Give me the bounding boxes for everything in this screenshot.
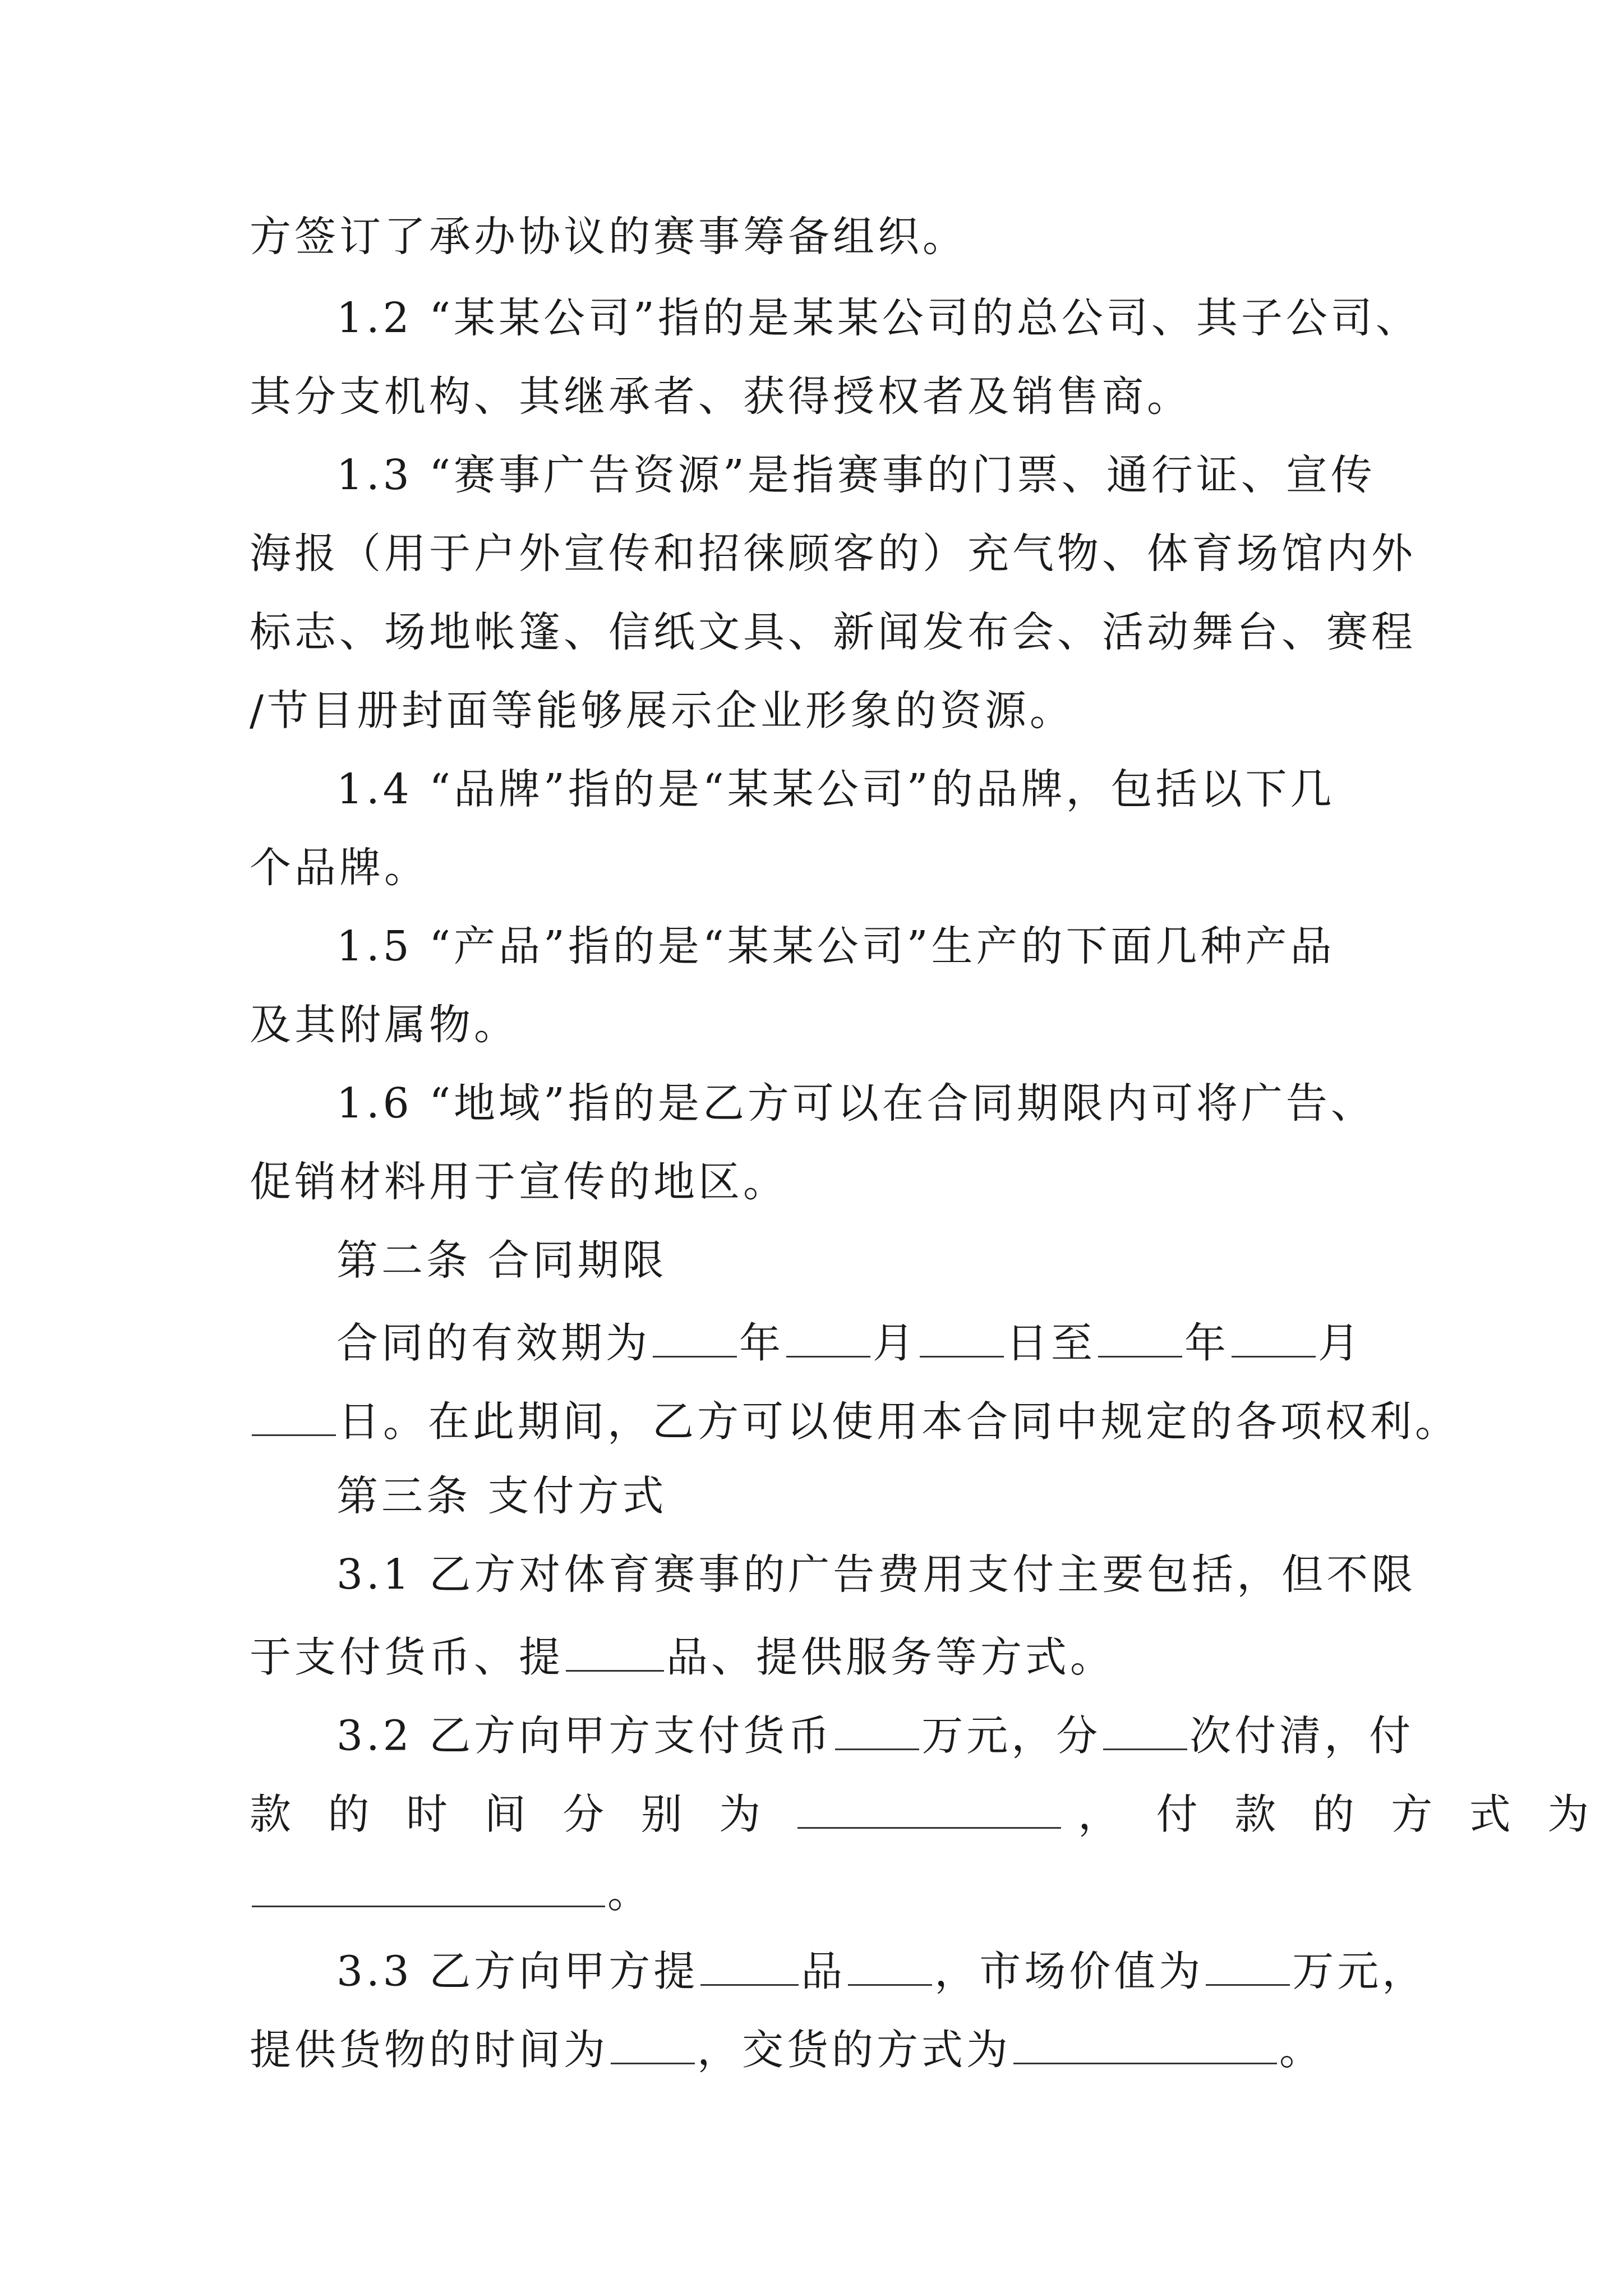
blank-field[interactable] [797, 1789, 1061, 1829]
blank-field[interactable] [566, 1632, 664, 1672]
clause-3-1: 3.1 乙方对体育赛事的广告费用支付主要包括，但不限 [336, 1550, 1417, 1599]
paragraph-line: /节目册封面等能够展示企业形象的资源。 [250, 687, 1075, 735]
clause-3-1-line-2 [250, 1632, 1115, 1682]
blank-field[interactable] [835, 1711, 919, 1750]
blank-field[interactable] [1206, 1947, 1290, 1986]
paragraph-line: 个品牌。 [250, 844, 429, 892]
term-text: 年 [1184, 1319, 1229, 1368]
clause-text: 3.2 乙方向甲方支付货币 [336, 1711, 833, 1760]
paragraph-line: 其分支机构、其继承者、获得授权者及销售商。 [250, 372, 1192, 421]
clause-1-3: 1.3 “赛事广告资源”是指赛事的门票、通行证、宣传 [336, 451, 1376, 499]
term-text: 日。在此期间，乙方可以使用本合同中规定的各项权利。 [338, 1397, 1460, 1446]
clause-text: ，交货的方式为 [697, 2026, 1011, 2074]
term-text: 日至 [1006, 1319, 1096, 1368]
clause-text: 品 [801, 1947, 846, 1996]
blank-field[interactable] [252, 1397, 336, 1436]
clause-1-6: 1.6 “地域”指的是乙方可以在合同期限内可将广告、 [336, 1079, 1376, 1128]
paragraph-line: 方签订了承办协议的赛事筹备组织。 [250, 213, 967, 261]
clause-text: ，市场价值为 [934, 1947, 1204, 1996]
term-text: 合同的有效期为 [336, 1319, 651, 1368]
clause-text: 。 [1279, 2026, 1324, 2074]
clause-3-3-line-2 [250, 2025, 1324, 2074]
term-text: 年 [739, 1319, 784, 1368]
clause-text: 品、提供服务等方式。 [666, 1633, 1115, 1682]
clause-3-2-line-2 [250, 1789, 1593, 1839]
article-3-heading: 第三条 支付方式 [336, 1472, 667, 1520]
clause-text: 3.3 乙方向甲方提 [336, 1947, 699, 1996]
blank-field[interactable] [653, 1318, 737, 1358]
blank-field[interactable] [1098, 1318, 1182, 1358]
clause-1-4: 1.4 “品牌”指的是“某某公司”的品牌，包括以下几 [336, 765, 1335, 813]
blank-field[interactable] [786, 1318, 870, 1358]
clause-text: 。 [607, 1869, 652, 1917]
clause-text: 款 的 时 间 分 别 为 [250, 1790, 764, 1839]
blank-field[interactable] [1013, 2025, 1277, 2064]
paragraph-line: 及其附属物。 [250, 1001, 519, 1049]
clause-3-3 [336, 1947, 1427, 1996]
clause-1-5: 1.5 “产品”指的是“某某公司”生产的下面几种产品 [336, 922, 1335, 970]
blank-field[interactable] [611, 2025, 695, 2064]
blank-field[interactable] [700, 1947, 799, 1986]
paragraph-line: 促销材料用于宣传的地区。 [250, 1158, 788, 1206]
clause-text: ， 付 款 的 方 式 为 [1078, 1790, 1593, 1839]
clause-1-2: 1.2 “某某公司”指的是某某公司的总公司、其子公司、 [336, 294, 1421, 342]
paragraph-line: 标志、场地帐篷、信纸文具、新闻发布会、活动舞台、赛程 [250, 608, 1416, 656]
clause-text: 次付清，付 [1189, 1711, 1414, 1760]
term-text: 月 [1318, 1319, 1363, 1368]
contract-term-line [336, 1318, 1363, 1368]
clause-text: 于支付货币、提 [250, 1633, 564, 1682]
paragraph-line: 海报（用于户外宣传和招徕顾客的）充气物、体育场馆内外 [250, 530, 1416, 578]
blank-field[interactable] [920, 1318, 1004, 1358]
clause-3-2-line-3 [250, 1868, 652, 1917]
term-text: 月 [873, 1319, 917, 1368]
clause-3-2 [336, 1711, 1414, 1760]
blank-field[interactable] [1232, 1318, 1316, 1358]
blank-field[interactable] [848, 1947, 932, 1986]
blank-field[interactable] [252, 1868, 605, 1907]
blank-field[interactable] [1103, 1711, 1187, 1750]
contract-term-line-2 [250, 1397, 1460, 1446]
clause-text: 万元，分 [921, 1711, 1101, 1760]
article-2-heading: 第二条 合同期限 [336, 1236, 667, 1285]
clause-text: 提供货物的时间为 [250, 2026, 608, 2074]
clause-text: 万元， [1292, 1947, 1427, 1996]
